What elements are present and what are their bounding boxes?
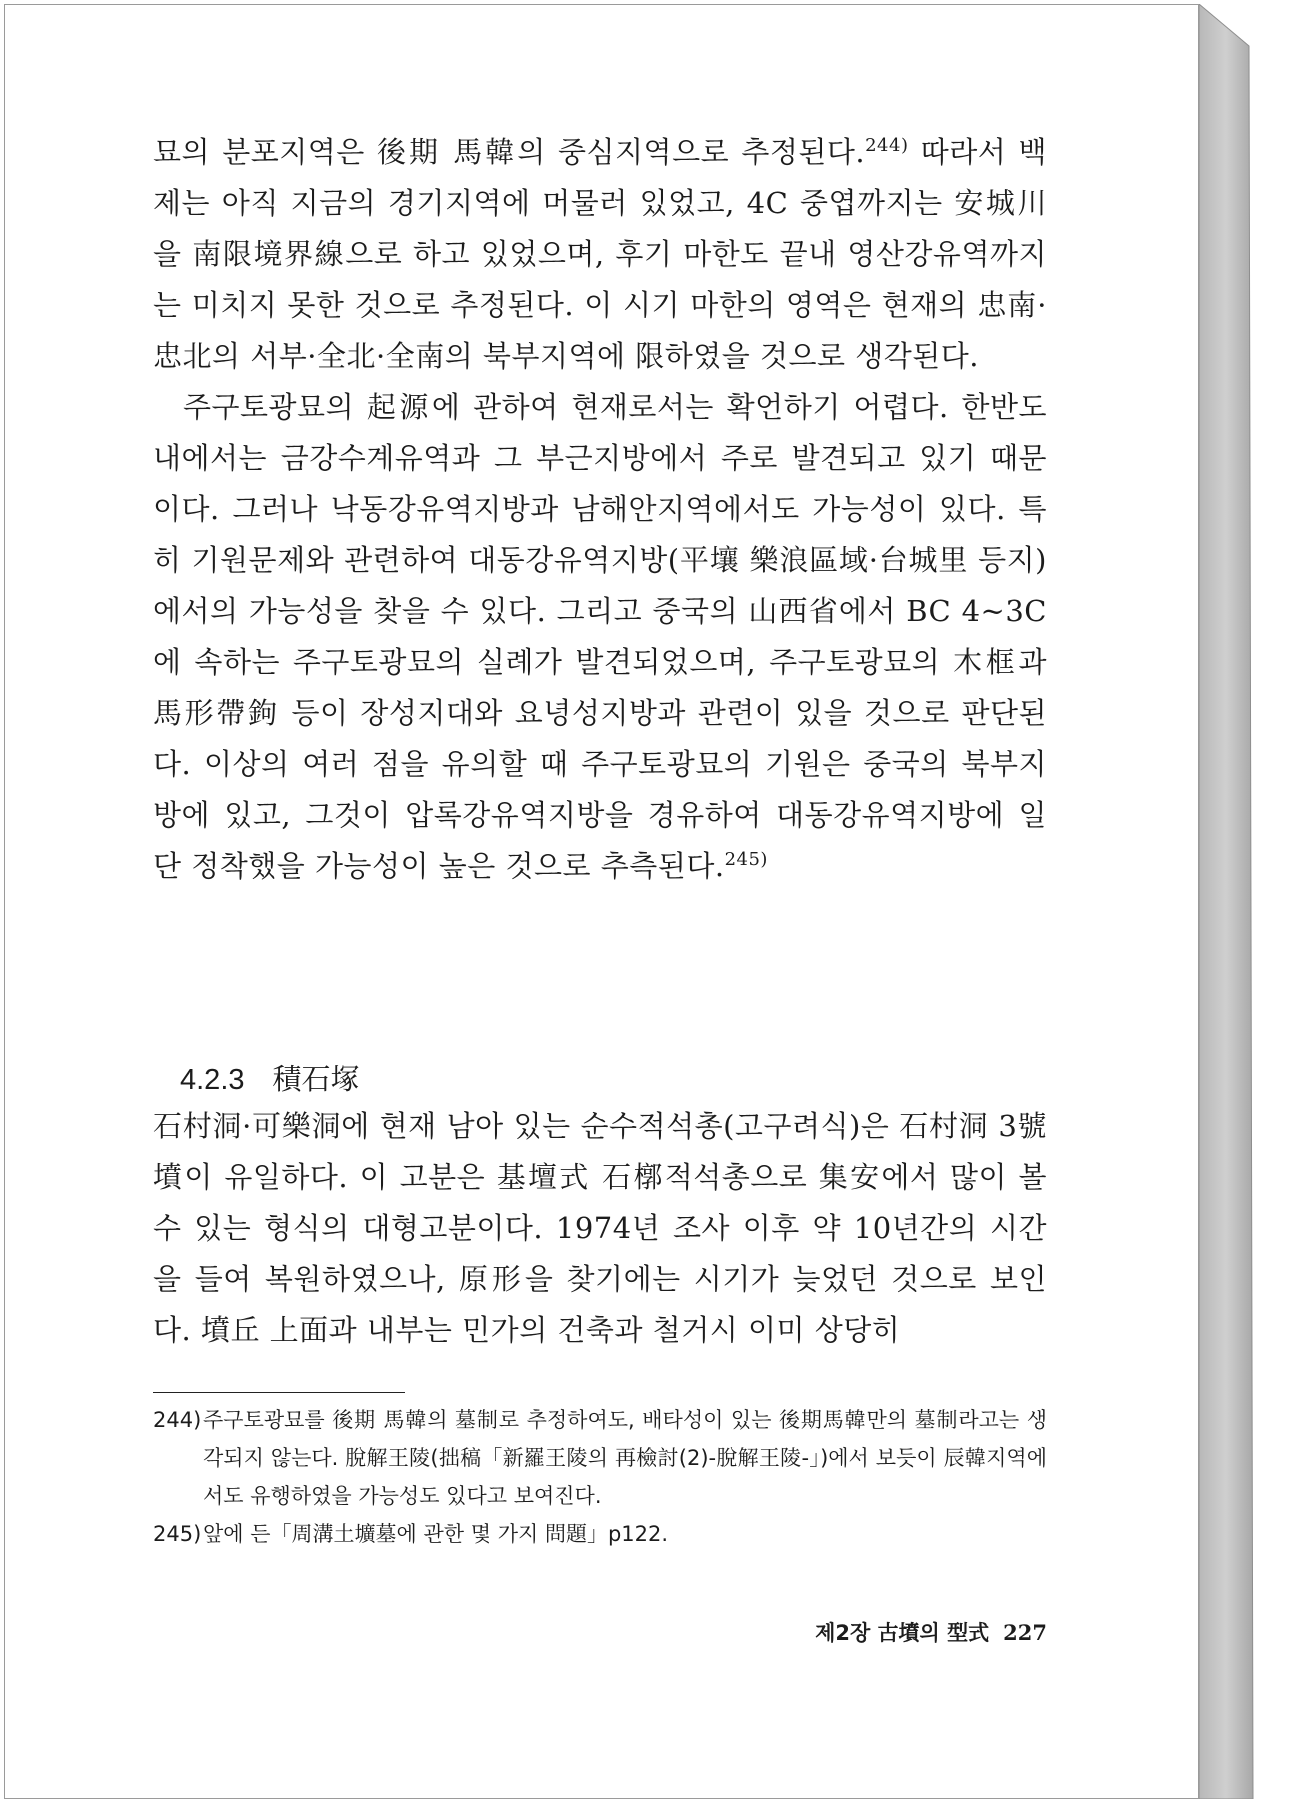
footnote-245: [153, 1515, 1047, 1553]
paragraph-1-text: 묘의 분포지역은 後期 馬韓의 중심지역으로 추정된다.: [153, 135, 866, 169]
section-paragraph: 石村洞·可樂洞에 현재 남아 있는 순수적석총(고구려식)은 石村洞 3號墳이 유일하다. 이 고분은 基壇式 石槨적석총으로 集安에서 많이 볼 수 있는 형식의 대형고분이다. 1974년 조사 이후 약 10년간의 시간을 들여 복원하였으나, 原形을 찾기에는 시기가 늦었던 것으로 보인다. 墳丘 上面과 내부는 민가의 건축과 철거시 이미 상당히: [153, 1109, 1047, 1347]
section-heading: [180, 1059, 360, 1100]
footnote-number: 245): [153, 1522, 202, 1546]
paragraph-1-text-cont: 따라서 백제는 아직 지금의 경기지역에 머물러 있었고, 4C 중엽까지는 安城川을 南限境界線으로 하고 있었으며, 후기 마한도 끝내 영산강유역까지는 미치지 못한 것으로 추정된다. 이 시기 마한의 영역은 현재의 忠南·忠北의 서부·全北·全南의 북부지역에 限하였을 것으로 생각된다.: [153, 135, 1048, 373]
footnote-244: [153, 1401, 1047, 1515]
footnotes: [153, 1401, 1047, 1553]
footnote-divider: [153, 1392, 405, 1393]
chapter-title: 제2장 古墳의 型式: [815, 1621, 990, 1645]
page-edge-shape: [1199, 4, 1259, 1799]
main-text-top: [153, 127, 1047, 892]
section-number: 4.2.3: [180, 1064, 245, 1096]
footnote-ref-245[interactable]: 245): [724, 849, 768, 870]
paragraph-2: [153, 382, 1047, 892]
page-edge: [1199, 4, 1259, 1799]
book-page: [4, 4, 1199, 1799]
section-title: 積石塚: [272, 1062, 360, 1096]
footnote-ref-244[interactable]: 244): [865, 135, 909, 156]
footnote-text: 주구토광묘를 後期 馬韓의 墓制로 추정하여도, 배타성이 있는 後期馬韓만의 墓制라고는 생각되지 않는다. 脫解王陵(拙稿「新羅王陵의 再檢討(2)-脫解王陵-」)에서 보듯이 辰韓지역에서도 유행하였을 가능성도 있다고 보여진다.: [203, 1408, 1047, 1508]
paragraph-2-text: 주구토광묘의 起源에 관하여 현재로서는 확언하기 어렵다. 한반도 내에서는 금강수계유역과 그 부근지방에서 주로 발견되고 있기 때문이다. 그러나 낙동강유역지방과 남해안지역에서도 가능성이 있다. 특히 기원문제와 관련하여 대동강유역지방(平壤 樂浪區域·台城里 등지)에서의 가능성을 찾을 수 있다. 그리고 중국의 山西省에서 BC 4~3C에 속하는 주구토광묘의 실례가 발견되었으며, 주구토광묘의 木框과 馬形帶鉤 등이 장성지대와 요녕성지방과 관련이 있을 것으로 판단된다. 이상의 여러 점을 유의할 때 주구토광묘의 기원은 중국의 북부지방에 있고, 그것이 압록강유역지방을 경유하여 대동강유역지방에 일단 정착했을 가능성이 높은 것으로 추측된다.: [153, 390, 1047, 883]
footnote-number: 244): [153, 1408, 202, 1432]
running-footer: [605, 1617, 1047, 1647]
footnote-text: 앞에 든「周溝土壙墓에 관한 몇 가지 問題」p122.: [203, 1522, 669, 1546]
page-number: 227: [1003, 1620, 1047, 1645]
main-text-section: [153, 1101, 1047, 1356]
paragraph-1: [153, 127, 1047, 382]
